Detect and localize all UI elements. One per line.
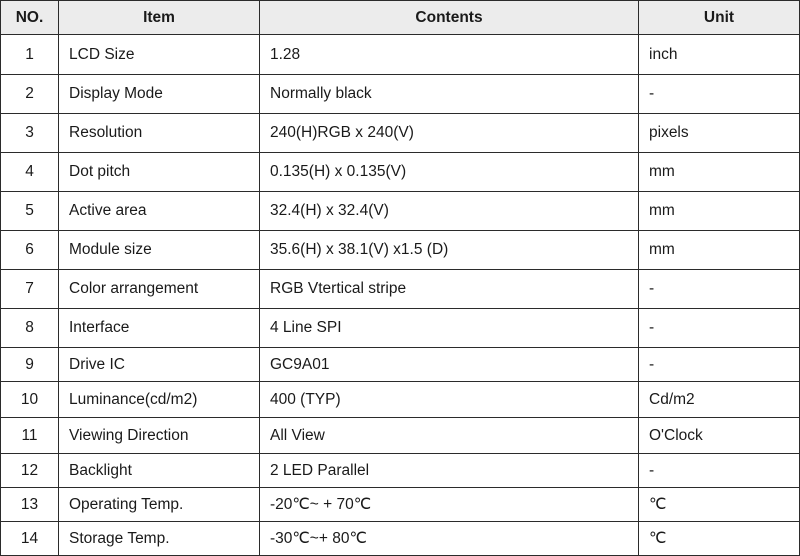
table-row xyxy=(1,35,800,75)
row-item: Luminance(cd/m2) xyxy=(59,382,260,418)
table-row xyxy=(1,231,800,270)
row-no: 3 xyxy=(1,114,59,153)
table-row xyxy=(1,192,800,231)
row-unit: mm xyxy=(639,153,800,192)
row-contents: 4 Line SPI xyxy=(260,309,639,348)
table-row xyxy=(1,114,800,153)
row-no: 1 xyxy=(1,35,59,75)
row-no: 12 xyxy=(1,454,59,488)
table-row xyxy=(1,75,800,114)
row-unit: - xyxy=(639,270,800,309)
row-no: 2 xyxy=(1,75,59,114)
header-contents: Contents xyxy=(260,1,639,35)
row-no: 10 xyxy=(1,382,59,418)
table-row xyxy=(1,309,800,348)
table-row xyxy=(1,270,800,309)
row-item: Color arrangement xyxy=(59,270,260,309)
row-item: LCD Size xyxy=(59,35,260,75)
row-unit: ℃ xyxy=(639,488,800,522)
row-contents: 240(H)RGB x 240(V) xyxy=(260,114,639,153)
row-unit: ℃ xyxy=(639,522,800,556)
row-contents: 35.6(H) x 38.1(V) x1.5 (D) xyxy=(260,231,639,270)
row-contents: -30℃~+ 80℃ xyxy=(260,522,639,556)
row-no: 4 xyxy=(1,153,59,192)
row-contents: RGB Vtertical stripe xyxy=(260,270,639,309)
row-item: Module size xyxy=(59,231,260,270)
table-row xyxy=(1,522,800,556)
row-item: Storage Temp. xyxy=(59,522,260,556)
row-item: Drive IC xyxy=(59,348,260,382)
row-item: Display Mode xyxy=(59,75,260,114)
row-unit: - xyxy=(639,75,800,114)
header-no: NO. xyxy=(1,1,59,35)
row-unit: mm xyxy=(639,192,800,231)
row-no: 14 xyxy=(1,522,59,556)
header-unit: Unit xyxy=(639,1,800,35)
table-row xyxy=(1,454,800,488)
row-unit: O'Clock xyxy=(639,418,800,454)
row-no: 8 xyxy=(1,309,59,348)
row-item: Operating Temp. xyxy=(59,488,260,522)
table-row xyxy=(1,488,800,522)
row-contents: 2 LED Parallel xyxy=(260,454,639,488)
row-unit: pixels xyxy=(639,114,800,153)
table-row xyxy=(1,153,800,192)
row-item: Dot pitch xyxy=(59,153,260,192)
row-no: 5 xyxy=(1,192,59,231)
row-contents: GC9A01 xyxy=(260,348,639,382)
row-no: 13 xyxy=(1,488,59,522)
header-row xyxy=(1,1,800,35)
row-item: Backlight xyxy=(59,454,260,488)
row-no: 7 xyxy=(1,270,59,309)
row-contents: All View xyxy=(260,418,639,454)
row-item: Resolution xyxy=(59,114,260,153)
row-contents: Normally black xyxy=(260,75,639,114)
row-unit: - xyxy=(639,309,800,348)
row-item: Interface xyxy=(59,309,260,348)
row-unit: mm xyxy=(639,231,800,270)
row-contents: 0.135(H) x 0.135(V) xyxy=(260,153,639,192)
row-unit: Cd/m2 xyxy=(639,382,800,418)
row-contents: 32.4(H) x 32.4(V) xyxy=(260,192,639,231)
row-contents: -20℃~ + 70℃ xyxy=(260,488,639,522)
row-no: 9 xyxy=(1,348,59,382)
header-item: Item xyxy=(59,1,260,35)
row-item: Viewing Direction xyxy=(59,418,260,454)
row-contents: 1.28 xyxy=(260,35,639,75)
row-no: 11 xyxy=(1,418,59,454)
table-row xyxy=(1,418,800,454)
row-unit: - xyxy=(639,454,800,488)
row-unit: - xyxy=(639,348,800,382)
table-row xyxy=(1,382,800,418)
row-contents: 400 (TYP) xyxy=(260,382,639,418)
row-item: Active area xyxy=(59,192,260,231)
table-row xyxy=(1,348,800,382)
row-no: 6 xyxy=(1,231,59,270)
row-unit: inch xyxy=(639,35,800,75)
